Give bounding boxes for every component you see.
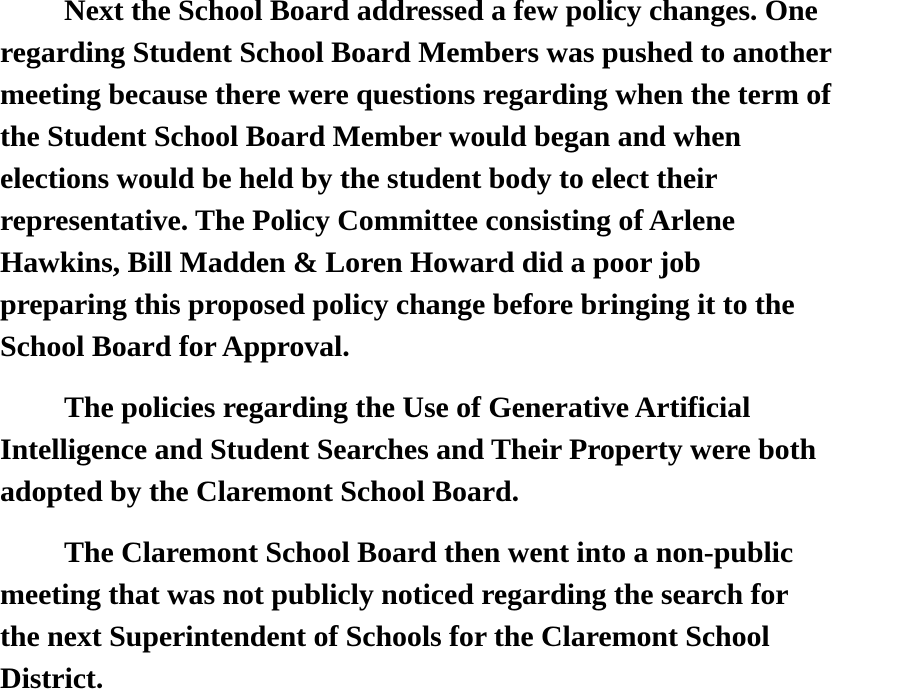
text-line: District. — [0, 662, 104, 695]
text-line: Hawkins, Bill Madden & Loren Howard did a poor job — [0, 246, 701, 279]
text-line: meeting that was not publicly noticed regarding the search for — [0, 578, 789, 611]
text-line: adopted by the Claremont School Board. — [0, 475, 520, 508]
text-line: the Student School Board Member would began and when — [0, 120, 742, 153]
text-line: preparing this proposed policy change before bringing it to the — [0, 288, 795, 321]
text-line: elections would be held by the student body to elect their — [0, 162, 718, 195]
text-line: The policies regarding the Use of Generative Artificial — [64, 391, 751, 424]
text-line: The Claremont School Board then went into a non-public — [64, 536, 794, 569]
text-line: the next Superintendent of Schools for the Claremont School — [0, 620, 770, 653]
text-line: meeting because there were questions regarding when the term of — [0, 78, 832, 111]
text-line: regarding Student School Board Members was pushed to another — [0, 36, 832, 69]
text-line: School Board for Approval. — [0, 330, 350, 363]
paragraph-adopted-policies — [0, 387, 900, 513]
paragraph-non-public-meeting — [0, 532, 900, 700]
text-line: Intelligence and Student Searches and Their Property were both — [0, 433, 817, 466]
text-line: representative. The Policy Committee consisting of Arlene — [0, 204, 735, 237]
text-line: Next the School Board addressed a few policy changes. One — [64, 0, 818, 27]
